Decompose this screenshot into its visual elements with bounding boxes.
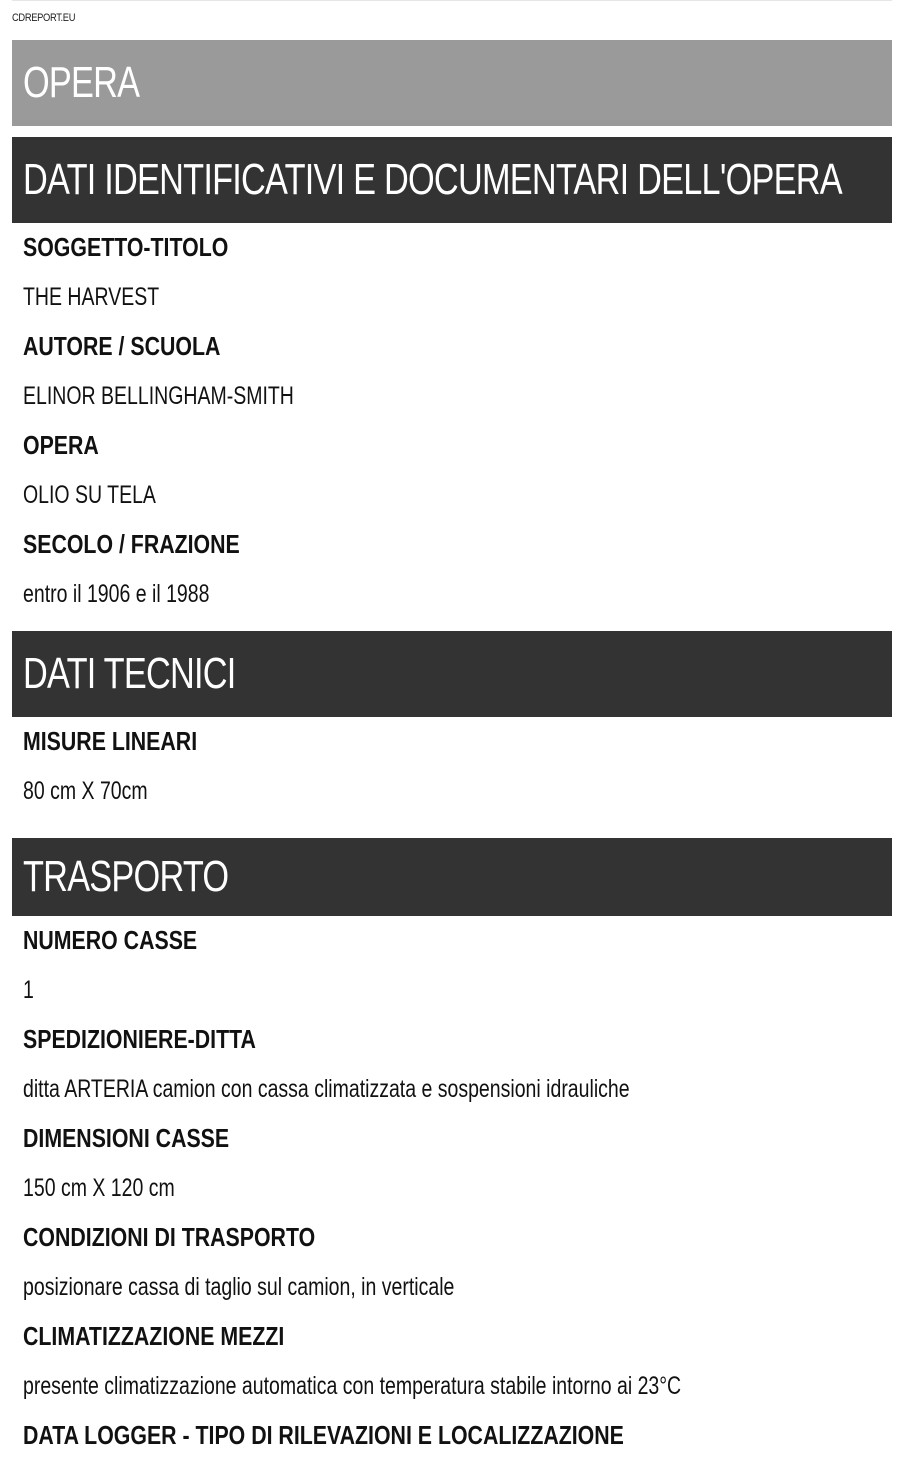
section-header <box>12 838 892 916</box>
field-label: AUTORE / SCUOLA <box>23 331 221 361</box>
field-label: NUMERO CASSE <box>23 925 198 955</box>
field-soggetto-titolo <box>12 223 892 322</box>
field-climatizzazione-mezzi <box>12 1312 892 1411</box>
section-title: TRASPORTO <box>23 852 229 901</box>
field-dimensioni-casse <box>12 1114 892 1213</box>
section-identification <box>12 137 892 631</box>
field-label: DATA LOGGER - TIPO DI RILEVAZIONI E LOCALIZZAZIONE <box>23 1420 624 1450</box>
field-label: DIMENSIONI CASSE <box>23 1123 230 1153</box>
field-label: SECOLO / FRAZIONE <box>23 529 240 559</box>
section-transport <box>12 838 892 1460</box>
field-label: CONDIZIONI DI TRASPORTO <box>23 1222 316 1252</box>
field-autore-scuola <box>12 322 892 421</box>
field-value: presente climatizzazione automatica con temperatura stabile intorno ai 23°C <box>23 1371 682 1400</box>
field-secolo-frazione <box>12 520 892 631</box>
page-title: OPERA <box>23 58 140 107</box>
report-content <box>12 40 892 1460</box>
field-condizioni-trasporto <box>12 1213 892 1312</box>
field-label: CLIMATIZZAZIONE MEZZI <box>23 1321 285 1351</box>
top-divider <box>12 0 892 1</box>
field-value: 1 <box>23 975 34 1004</box>
field-label: SOGGETTO-TITOLO <box>23 232 229 262</box>
field-numero-casse <box>12 916 892 1015</box>
field-value: entro il 1906 e il 1988 <box>23 579 210 608</box>
section-header <box>12 631 892 717</box>
section-header <box>12 137 892 223</box>
field-misure-lineari <box>12 717 892 830</box>
field-value: THE HARVEST <box>23 282 160 311</box>
field-value: ditta ARTERIA camion con cassa climatizzata e sospensioni idrauliche <box>23 1074 630 1103</box>
field-opera <box>12 421 892 520</box>
field-value: ELINOR BELLINGHAM-SMITH <box>23 381 294 410</box>
section-title: DATI IDENTIFICATIVI E DOCUMENTARI DELL'OPERA <box>23 155 842 204</box>
field-spedizioniere-ditta <box>12 1015 892 1114</box>
section-technical <box>12 631 892 830</box>
field-label: OPERA <box>23 430 99 460</box>
field-data-logger <box>12 1411 892 1460</box>
section-title: DATI TECNICI <box>23 649 236 698</box>
field-value: OLIO SU TELA <box>23 480 156 509</box>
site-label[interactable]: CDREPORT.EU <box>12 12 76 24</box>
field-label: SPEDIZIONIERE-DITTA <box>23 1024 256 1054</box>
field-label: MISURE LINEARI <box>23 726 198 756</box>
field-value: 80 cm X 70cm <box>23 776 148 805</box>
page-title-banner <box>12 40 892 126</box>
field-value: 150 cm X 120 cm <box>23 1173 175 1202</box>
field-value: posizionare cassa di taglio sul camion, in verticale <box>23 1272 455 1301</box>
